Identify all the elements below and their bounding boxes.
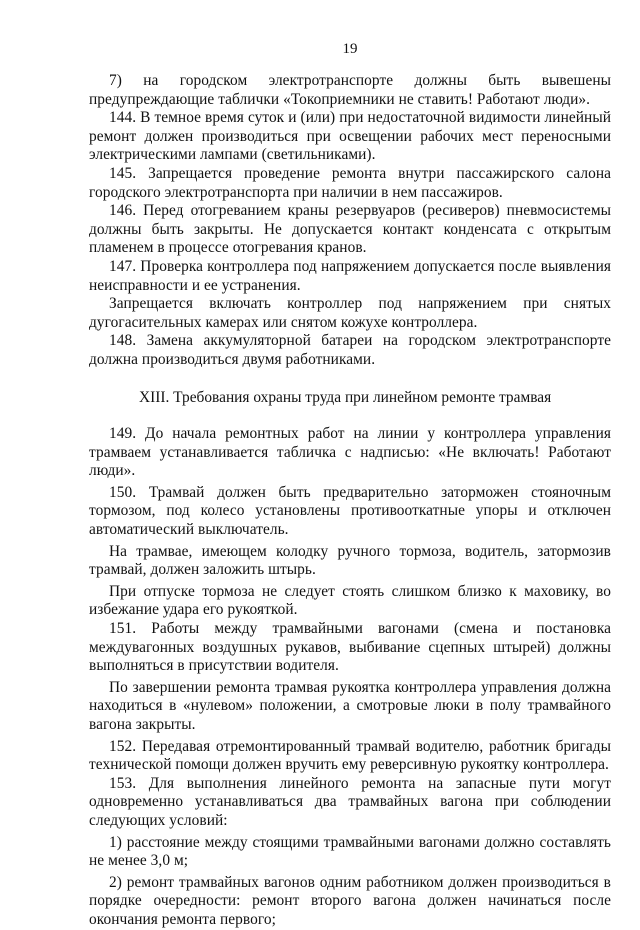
paragraph-153: 153. Для выполнения линейного ремонта на запасные пути могут одновременно устанавливаться два трамвайных вагона при соблюдении следующих условий: xyxy=(89,774,611,829)
paragraph-148: 148. Замена аккумуляторной батареи на городском электротранспорте должна производиться двумя работниками. xyxy=(89,332,611,368)
document-page xyxy=(89,40,611,930)
paragraph-152: 152. Передавая отремонтированный трамвай водителю, работник бригады технической помощи должен вручить ему реверсивную рукоятку контроллера. xyxy=(89,737,611,774)
paragraph-153-condition-1: 1) расстояние между стоящими трамвайными вагонами должно составлять не менее 3,0 м; xyxy=(89,833,611,870)
paragraph-153-condition-2: 2) ремонт трамвайных вагонов одним работником должен производиться в порядке очередности: ремонт второго вагона должен начинаться после окончания ремонта первого; xyxy=(89,873,611,928)
paragraph-150-handbrake: На трамвае, имеющем колодку ручного тормоза, водитель, затормозив трамвай, должен заложить штырь. xyxy=(89,542,611,579)
section-title: XIII. Требования охраны труда при линейном ремонте трамвая xyxy=(139,388,552,406)
paragraph-147-continued: Запрещается включать контроллер под напряжением при снятых дугогасительных камерах или снятом кожухе контроллера. xyxy=(89,295,611,331)
paragraph-item-7: 7) на городском электротранспорте должны быть вывешены предупреждающие таблички «Токоприемники не ставить! Работают люди». xyxy=(89,72,611,108)
paragraph-147: 147. Проверка контроллера под напряжением допускается после выявления неисправности и ее устранения. xyxy=(89,257,611,294)
paragraph-146: 146. Перед отогреванием краны резервуаров (ресиверов) пневмосистемы должны быть закрыты. Не допускается контакт конденсата с открытым пламенем в процессе отогревания кранов. xyxy=(89,202,611,257)
paragraph-144: 144. В темное время суток и (или) при недостаточной видимости линейный ремонт должен производиться при освещении рабочих мест переносными электрическими лампами (светильниками). xyxy=(89,109,611,164)
paragraph-145: 145. Запрещается проведение ремонта внутри пассажирского салона городского электротранспорта при наличии в нем пассажиров. xyxy=(89,164,611,201)
paragraph-151-completion: По завершении ремонта трамвая рукоятка контроллера управления должна находиться в «нулевом» положении, а смотровые люки в полу трамвайного вагона закрыты. xyxy=(89,678,611,733)
paragraph-150: 150. Трамвай должен быть предварительно заторможен стояночным тормозом, под колесо установлены противооткатные упоры и отключен автоматический выключатель. xyxy=(89,483,611,539)
paragraph-149: 149. До начала ремонтных работ на линии у контроллера управления трамваем устанавливается табличка с надписью: «Не включать! Работают люди». xyxy=(89,425,611,480)
paragraph-150-release: При отпуске тормоза не следует стоять слишком близко к маховику, во избежание удара его рукояткой. xyxy=(89,582,611,619)
page-number: 19 xyxy=(342,41,358,57)
paragraph-151: 151. Работы между трамвайными вагонами (смена и постановка междувагонных воздушных рукавов, выбивание сцепных штырей) должны выполняться в присутствии водителя. xyxy=(89,620,611,675)
